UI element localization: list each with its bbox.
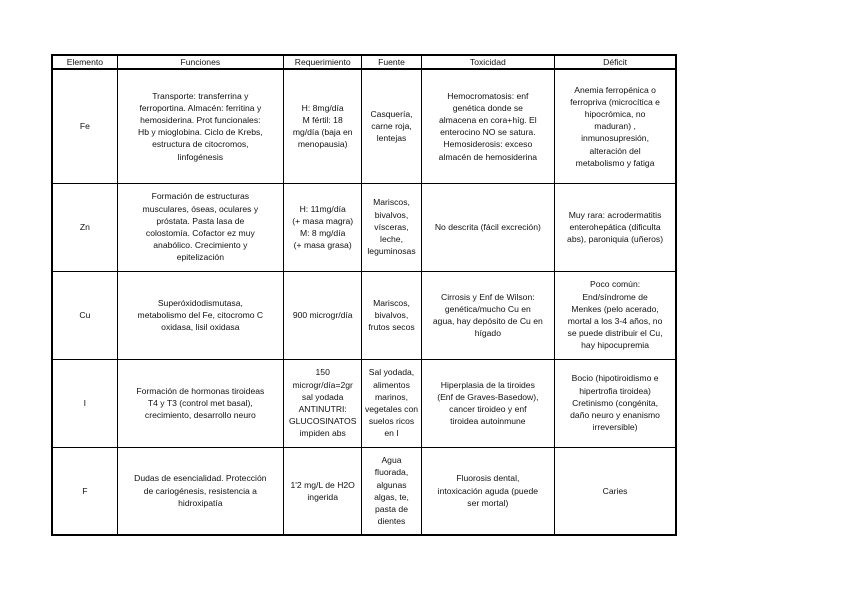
- cell-funciones[interactable]: Dudas de esencialidad. Protección de cariogénesis, resistencia a hidroxipatía: [117, 447, 283, 535]
- cell-requerimiento[interactable]: H: 8mg/día M fértil: 18 mg/día (baja en menopausia): [283, 69, 362, 183]
- cell-elemento[interactable]: F: [52, 447, 117, 535]
- cell-toxicidad[interactable]: No descrita (fácil excreción): [421, 183, 555, 271]
- cell-requerimiento[interactable]: 900 microgr/día: [283, 271, 362, 359]
- cell-toxicidad[interactable]: Cirrosis y Enf de Wilson: genética/mucho Cu en agua, hay depósito de Cu en hígado: [421, 271, 555, 359]
- header-cell-funciones[interactable]: Funciones: [117, 55, 283, 69]
- table-row: [52, 69, 676, 183]
- header-cell-deficit[interactable]: Déficit: [555, 55, 676, 69]
- cell-funciones[interactable]: Superóxidodismutasa, metabolismo del Fe, citocromo C oxidasa, lisil oxidasa: [117, 271, 283, 359]
- cell-elemento[interactable]: Fe: [52, 69, 117, 183]
- cell-deficit[interactable]: Muy rara: acrodermatitis enterohepática (dificulta abs), paroniquia (uñeros): [555, 183, 676, 271]
- header-cell-requerimiento[interactable]: Requerimiento: [283, 55, 362, 69]
- cell-deficit[interactable]: Anemia ferropénica o ferropriva (microcítica e hipocrómica, no maduran) , inmunosupresión, alteración del metabolismo y fatiga: [555, 69, 676, 183]
- cell-toxicidad[interactable]: Fluorosis dental, intoxicación aguda (puede ser mortal): [421, 447, 555, 535]
- cell-funciones[interactable]: Formación de hormonas tiroideas T4 y T3 (control met basal), crecimiento, desarrollo neuro: [117, 359, 283, 447]
- cell-funciones[interactable]: Transporte: transferrina y ferroportina. Almacén: ferritina y hemosiderina. Prot funcionales: Hb y mioglobina. Ciclo de Krebs, estructura de citocromos, linfogénesis: [117, 69, 283, 183]
- cell-requerimiento[interactable]: 150 microgr/día=2gr sal yodada ANTINUTRI: GLUCOSINATOS impiden abs: [283, 359, 362, 447]
- cell-toxicidad[interactable]: Hemocromatosis: enf genética donde se almacena en cora+híg. El enterocino NO se satura. Hemosiderosis: exceso almacén de hemosiderina: [421, 69, 555, 183]
- table-row: [52, 183, 676, 271]
- cell-fuente[interactable]: Agua fluorada, algunas algas, te, pasta de dientes: [362, 447, 421, 535]
- cell-fuente[interactable]: Sal yodada, alimentos marinos, vegetales con suelos ricos en I: [362, 359, 421, 447]
- cell-requerimiento[interactable]: H: 11mg/día (+ masa magra) M: 8 mg/día (+ masa grasa): [283, 183, 362, 271]
- cell-elemento[interactable]: Cu: [52, 271, 117, 359]
- header-row: [52, 55, 676, 69]
- table-row: [52, 447, 676, 535]
- table-row: [52, 271, 676, 359]
- nutrient-table: [51, 54, 677, 536]
- cell-funciones[interactable]: Formación de estructuras musculares, óseas, oculares y próstata. Pasta lasa de colostomía. Cofactor ez muy anabólico. Crecimiento y epitelización: [117, 183, 283, 271]
- cell-elemento[interactable]: I: [52, 359, 117, 447]
- cell-deficit[interactable]: Poco común: End/síndrome de Menkes (pelo acerado, mortal a los 3-4 años, no se puede distribuir el Cu, hay hipocupremia: [555, 271, 676, 359]
- cell-deficit[interactable]: Caries: [555, 447, 676, 535]
- cell-toxicidad[interactable]: Hiperplasia de la tiroides (Enf de Graves-Basedow), cancer tiroideo y enf tiroidea autoinmune: [421, 359, 555, 447]
- header-cell-toxicidad[interactable]: Toxicidad: [421, 55, 555, 69]
- cell-elemento[interactable]: Zn: [52, 183, 117, 271]
- cell-fuente[interactable]: Casquería, carne roja, lentejas: [362, 69, 421, 183]
- cell-deficit[interactable]: Bocio (hipotiroidismo e hipertrofia tiroidea) Cretinismo (congénita, daño neuro y enanismo irreversible): [555, 359, 676, 447]
- spreadsheet-area: [51, 54, 677, 536]
- cell-fuente[interactable]: Mariscos, bivalvos, frutos secos: [362, 271, 421, 359]
- cell-requerimiento[interactable]: 1'2 mg/L de H2O ingerida: [283, 447, 362, 535]
- cell-fuente[interactable]: Mariscos, bivalvos, vísceras, leche, leguminosas: [362, 183, 421, 271]
- header-cell-fuente[interactable]: Fuente: [362, 55, 421, 69]
- header-cell-elemento[interactable]: Elemento: [52, 55, 117, 69]
- table-row: [52, 359, 676, 447]
